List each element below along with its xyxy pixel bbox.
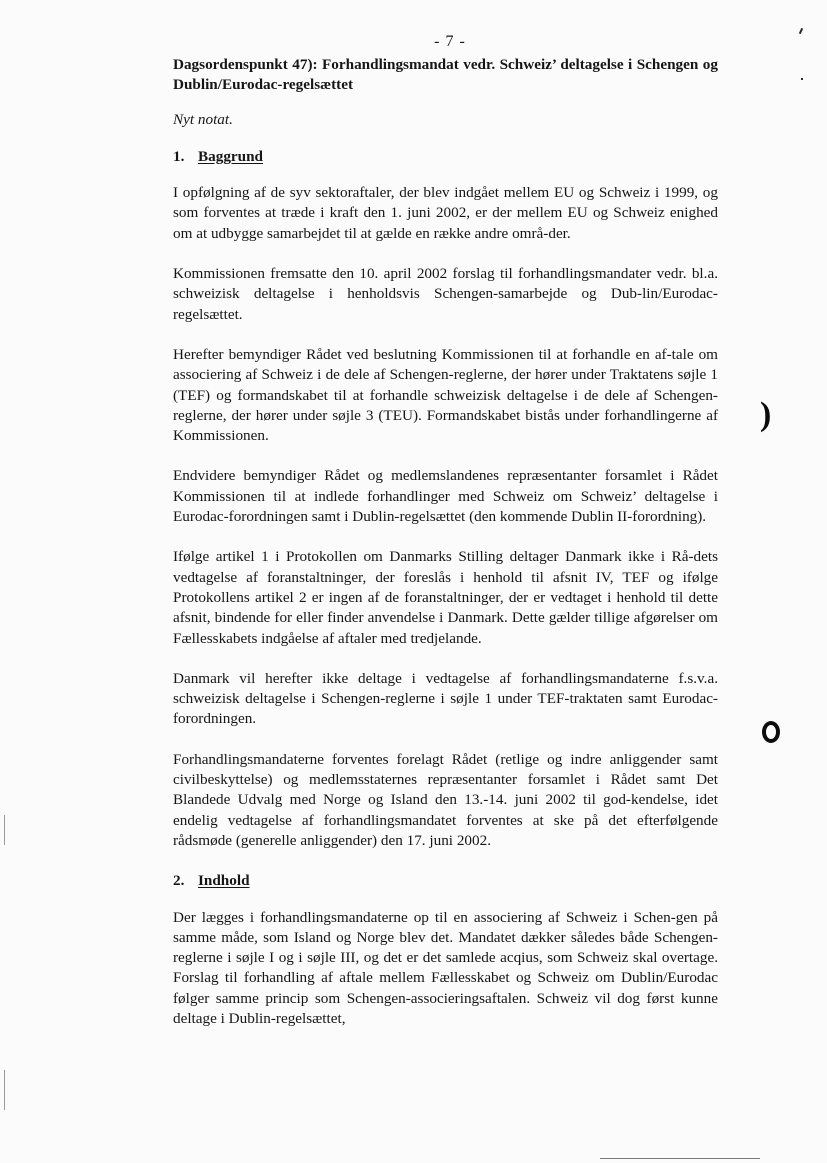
document-body	[173, 55, 718, 1049]
scan-bottom-line	[600, 1158, 760, 1159]
scan-speck	[801, 78, 803, 80]
paragraph: Kommissionen fremsatte den 10. april 2002 forslag til forhandlingsmandater vedr. bl.a. schweizisk deltagelse i henholdsvis Schengen-samarbejde og Dub-lin/Eurodac-regelsættet.	[173, 265, 718, 323]
paragraph: Herefter bemyndiger Rådet ved beslutning Kommissionen til at forhandle en af-tale om associering af Schweiz i de dele af Schengen-reglerne, der hører under Traktatens søjle 1 (TEF) og formandskabet til at forhandle schweizisk deltagelse i de dele af Schengen-reglerne, der hører under søjle 3 (TEU). Formandskabet bistås under forhandlingerne af Kommissionen.	[173, 345, 718, 445]
section-title: Baggrund	[198, 147, 263, 165]
section-number: 2.	[173, 872, 185, 890]
section-title: Indhold	[198, 872, 250, 890]
note-label: Nyt notat.	[173, 110, 233, 128]
punch-hole-icon	[762, 721, 780, 743]
agenda-item-title: Dagsordenspunkt 47): Forhandlingsmandat vedr. Schweiz’ deltagelse i Schengen og Dublin/Eurodac-regelsættet	[173, 56, 718, 94]
scan-edge-line	[4, 1070, 5, 1110]
paragraph: Ifølge artikel 1 i Protokollen om Danmarks Stilling deltager Danmark ikke i Rå-dets vedtagelse af foranstaltninger, der foreslås i henhold til afsnit IV, TEF og ifølge Protokollens artikel 2 er ingen af de foranstaltninger, der er vedtaget i henhold til dette afsnit, bindende for eller finder anvendelse i Danmark. Dette gælder tillige afgørelser om Fællesskabets indgåelse af aftaler med tredjelande.	[173, 548, 718, 647]
paragraph: Danmark vil herefter ikke deltage i vedtagelse af forhandlingsmandaterne f.s.v.a. schweizisk deltagelse i Schengen-reglerne i søjle 1 under TEF-traktaten samt Eurodac-forordningen.	[173, 669, 718, 728]
paragraph: I opfølgning af de syv sektoraftaler, der blev indgået mellem EU og Schweiz i 1999, og som forventes at træde i kraft den 1. juni 2002, er der mellem EU og Schweiz enighed om at udbygge samarbejdet til at gælde en række andre områ-der.	[173, 184, 718, 242]
page-number: - 7 -	[434, 33, 466, 50]
margin-bracket-mark: )	[760, 396, 772, 433]
paragraph: Endvidere bemyndiger Rådet og medlemslandenes repræsentanter forsamlet i Rådet Kommissionen til at indlede forhandlinger med Schweiz om Schweiz’ deltagelse i Eurodac-forordningen samt i Dublin-regelsættet (den kommende Dublin II-forordning).	[173, 467, 718, 526]
scan-edge-line	[4, 815, 5, 845]
paragraph: Forhandlingsmandaterne forventes forelagt Rådet (retlige og indre anliggender samt civilbeskyttelse) og medlemsstaternes repræsentanter forsamlet i Rådet samt Det Blandede Udvalg med Norge og Island den 13.-14. juni 2002 til god-kendelse, idet endelig vedtagelse af forhandlingsmandatet forventes at ske på det efterfølgende rådsmøde (generelle anliggender) den 17. juni 2002.	[173, 750, 718, 849]
section-heading-indhold	[173, 871, 718, 891]
section-heading-baggrund	[173, 147, 718, 167]
section-number: 1.	[173, 147, 185, 165]
paragraph: Der lægges i forhandlingsmandaterne op til en associering af Schweiz i Schen-gen på samme måde, som Island og Norge blev det. Mandatet dækker således både Schengen-reglerne i søjle I og i søjle III, og det er det samlede acqius, som Schweiz skal overtage. Forslag til forhandling af aftale mellem Fællesskabet og Schweiz om Dublin/Eurodac følger samme princip som Schengen-associeringsaftalen. Schweiz vil dog først kunne deltage i Dublin-regelsættet,	[173, 908, 718, 1027]
